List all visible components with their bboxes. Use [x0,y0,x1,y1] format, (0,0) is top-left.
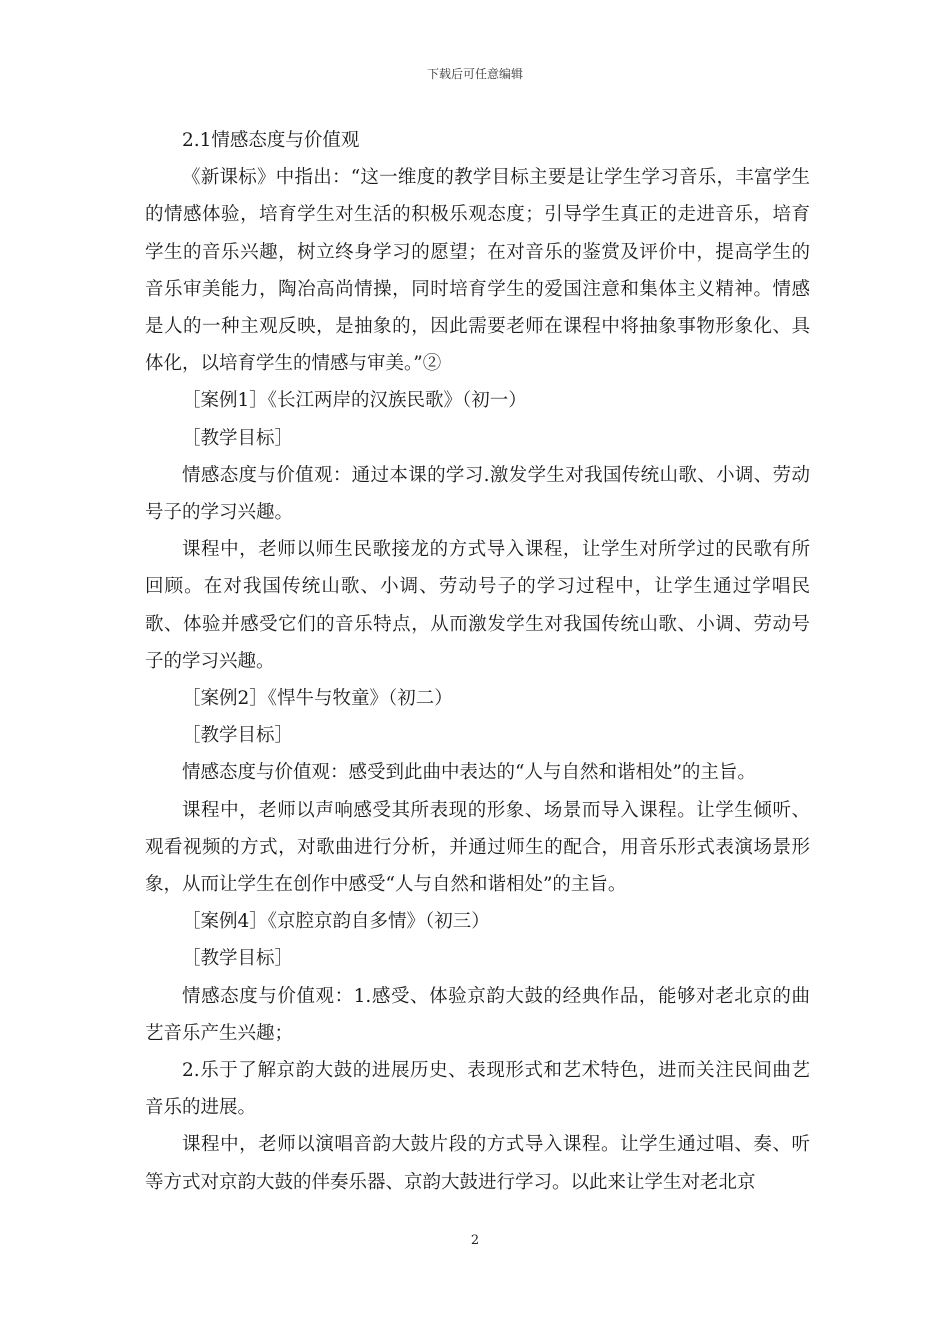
case-title: ［案例2］《悍牛与牧童》（初二） [182,688,453,710]
teaching-goal-label: ［教学目标］ [182,725,294,747]
section-heading: 2.1情感态度与价值观 [182,130,360,151]
case-title: ［案例4］《京腔京韵自多情》（初三） [182,911,490,933]
page-number: 2 [470,1233,480,1248]
teaching-goal-label: ［教学目标］ [182,427,294,449]
document-body [145,122,810,1201]
paragraph: 《新课标》中指出：“这一维度的教学目标主要是让学生学习音乐，丰富学生的情感体验，培育学生对生活的积极乐观态度；引导学生真正的走进音乐，培育学生的音乐兴趣，树立终身学习的愿望；在对音乐的鉴赏及评价中，提高学生的音乐审美能力，陶冶高尚情操，同时培育学生的爱国注意和集体主义精神。情感是人的一种主观反映，是抽象的，因此需要老师在课程中将抽象事物形象化、具体化，以培育学生的情感与审美。”② [145,167,810,375]
paragraph: 课程中，老师以声响感受其所表现的形象、场景而导入课程。让学生倾听、观看视频的方式，对歌曲进行分析，并通过师生的配合，用音乐形式表演场景形象，从而让学生在创作中感受“人与自然和谐相处”的主旨。 [145,799,810,896]
paragraph: 课程中，老师以演唱音韵大鼓片段的方式导入课程。让学生通过唱、奏、听等方式对京韵大鼓的伴奏乐器、京韵大鼓进行学习。以此来让学生对老北京 [145,1134,810,1193]
teaching-goal-label: ［教学目标］ [182,948,294,970]
paragraph: 情感态度与价值观：通过本课的学习.激发学生对我国传统山歌、小调、劳动号子的学习兴趣。 [145,464,810,524]
case-title: ［案例1］《长江两岸的汉族民歌》（初一） [182,390,527,412]
paragraph: 2.乐于了解京韵大鼓的进展历史、表现形式和艺术特色，进而关注民间曲艺音乐的进展。 [145,1060,810,1119]
paragraph: 情感态度与价值观：感受到此曲中表达的“人与自然和谐相处”的主旨。 [182,762,756,784]
paragraph: 情感态度与价值观：1.感受、体验京韵大鼓的经典作品，能够对老北京的曲艺音乐产生兴趣； [145,985,810,1044]
page-header: 下载后可任意编辑 [426,67,523,81]
paragraph: 课程中，老师以师生民歌接龙的方式导入课程，让学生对所学过的民歌有所回顾。在对我国传统山歌、小调、劳动号子的学习过程中，让学生通过学唱民歌、体验并感受它们的音乐特点，从而激发学生对我国传统山歌、小调、劳动号子的学习兴趣。 [145,539,810,672]
